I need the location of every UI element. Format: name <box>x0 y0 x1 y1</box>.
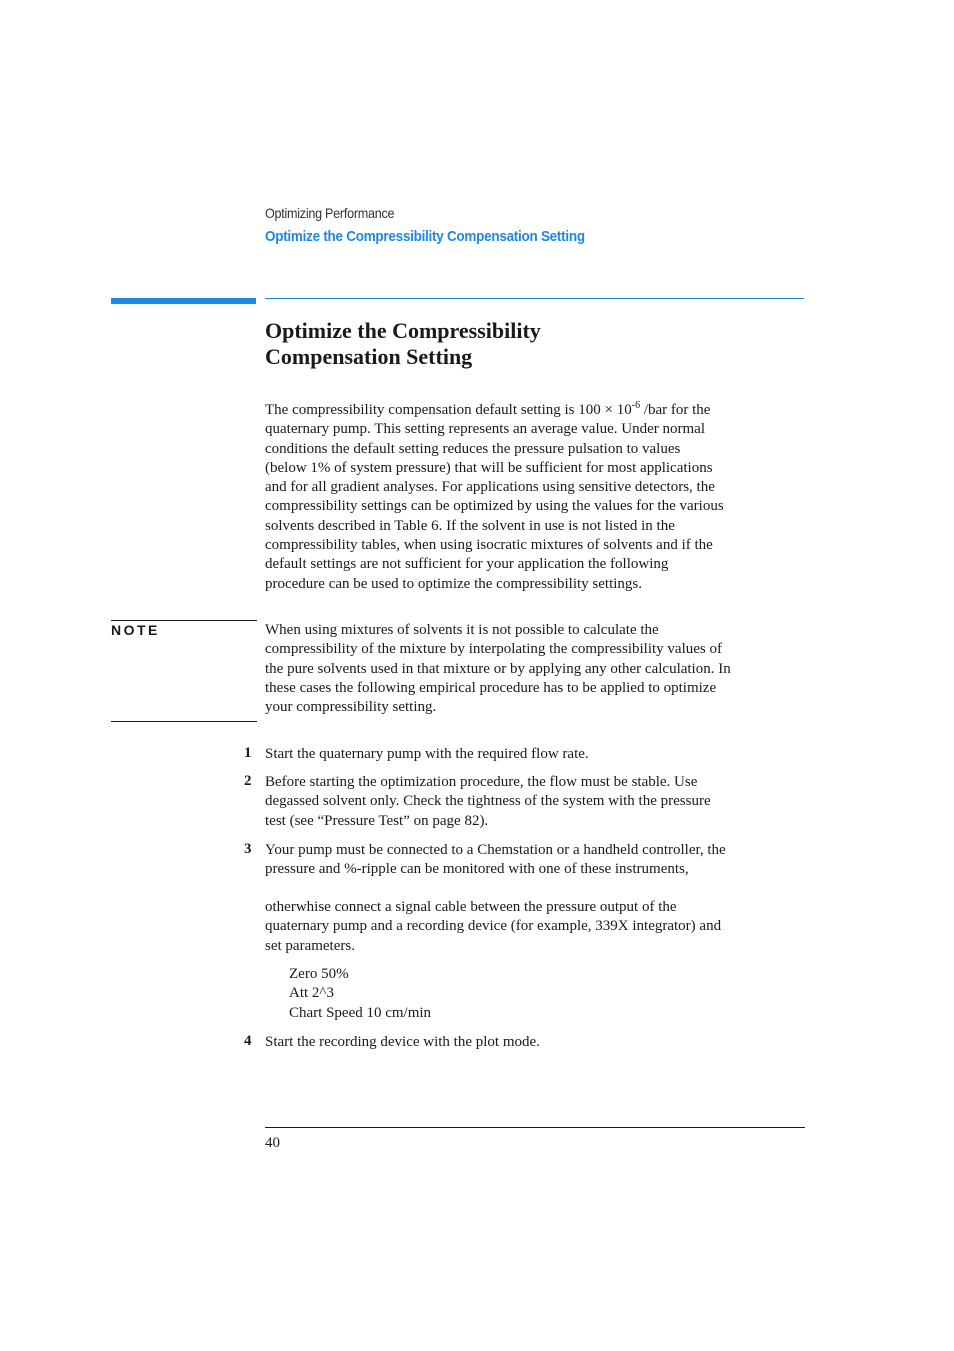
running-header-section: Optimizing Performance <box>265 205 395 221</box>
section-accent-bar <box>111 298 256 304</box>
page-title-line-1: Optimize the Compressibility <box>265 318 541 343</box>
step-text: Your pump must be connected to a Chemstation or a handheld controller, the pressure and %-ripple can be monitored with one of these instruments, <box>265 842 726 878</box>
parameter-item: Att 2^3 <box>289 985 334 1002</box>
footer-rule <box>265 1127 805 1128</box>
step-text: Before starting the optimization procedure, the flow must be stable. Use degassed solvent only. Check the tightness of the system with the pressure test (see “Pressure Test” on page 82). <box>265 774 711 829</box>
intro-line-1: The compressibility compensation default setting is $100 \times 10^{-6}$ /bar for the <box>265 400 711 418</box>
exponent: -6 <box>631 400 641 411</box>
running-header-title: Optimize the Compressibility Compensation Setting <box>265 228 585 245</box>
step-number: 2 <box>244 773 252 789</box>
page-title-line-2: Compensation Setting <box>265 344 473 369</box>
step-number: 3 <box>244 841 252 857</box>
step-text-continued: otherwhise connect a signal cable between the pressure output of the quaternary pump and a recording device (for example, 339X integrator) and set parameters. <box>265 899 722 954</box>
note-top-rule <box>111 620 257 621</box>
page-number: 40 <box>265 1135 280 1151</box>
note-text: When using mixtures of solvents it is not possible to calculate the compressibility of the mixture by interpolating the compressibility values of the pure solvents used in that mixture or by applying any other calculation. In these cases the following empirical procedure has to be applied to optimize your compressibility setting. <box>265 622 731 716</box>
step-number: 4 <box>244 1033 252 1049</box>
intro-paragraph: The compressibility compensation default setting is $100 \times 10^{-6}$ /bar for the quaternary pump. This setting represents an average value. Under normal conditions the default setting reduces the pressure pulsation to values (below 1% of system pressure) that will be sufficient for most applications and for all gradient analyses. For applications using sensitive detectors, the compressibility settings can be optimized by using the values for the various solvents described in Table 6. If the solvent in use is not listed in the compressibility tables, when using isocratic mixtures of solvents and if the default settings are not sufficient for your application the following procedure can be used to optimize the compressibility settings. <box>265 401 805 594</box>
step-text: Start the recording device with the plot mode. <box>265 1034 540 1050</box>
step-number: 1 <box>244 745 252 761</box>
page-title <box>265 318 805 370</box>
note-bottom-rule <box>111 721 257 722</box>
parameter-list <box>289 965 431 1023</box>
parameter-item: Zero 50% <box>289 966 349 982</box>
step-text: Start the quaternary pump with the required flow rate. <box>265 746 589 762</box>
note-label: NOTE <box>111 622 160 638</box>
section-divider <box>265 298 804 299</box>
parameter-item: Chart Speed 10 cm/min <box>289 1004 432 1021</box>
